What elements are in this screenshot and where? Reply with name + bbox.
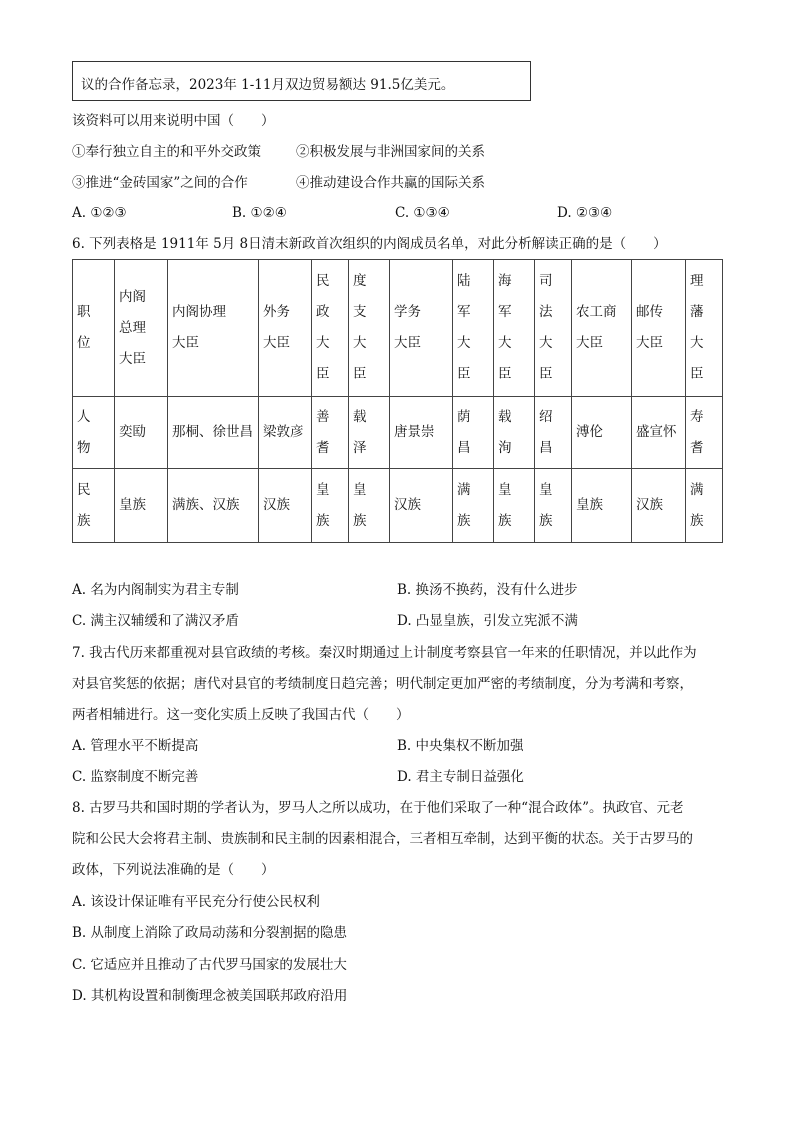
table-cell: 民族 <box>73 469 115 543</box>
table-row-people <box>73 397 723 469</box>
q8-option-c: C. 它适应并且推动了古代罗马国家的发展壮大 <box>72 957 347 973</box>
table-cell: 学务大臣 <box>390 260 453 397</box>
table-cell: 汉族 <box>259 469 312 543</box>
table-row-positions <box>73 260 723 397</box>
q8-option-a: A. 该设计保证唯有平民充分行使公民权利 <box>72 894 320 910</box>
q7-line-2: 对县官奖惩的依据；唐代对县官的考绩制度日趋完善；明代制定更加严密的考绩制度，分为考满和考察， <box>72 676 693 692</box>
q5-option-b: B. ①②④ <box>232 205 287 221</box>
q6-option-c: C. 满主汉辅缓和了满汉矛盾 <box>72 613 239 629</box>
table-cell: 人物 <box>73 397 115 469</box>
q5-option-a: A. ①②③ <box>72 205 127 221</box>
table-cell: 理藩大臣 <box>686 260 723 397</box>
q8-line-2: 院和公民大会将君主制、贵族制和民主制的因素相混合，三者相互牵制，达到平衡的状态。关于古罗马的 <box>72 831 693 847</box>
table-cell: 满族、汉族 <box>168 469 259 543</box>
table-cell: 皇族 <box>349 469 390 543</box>
table-cell: 梁敦彦 <box>259 397 312 469</box>
table-cell: 溥伦 <box>572 397 632 469</box>
cabinet-table <box>72 259 723 543</box>
q7-option-a: A. 管理水平不断提高 <box>72 738 199 754</box>
q7-option-b: B. 中央集权不断加强 <box>397 738 524 754</box>
table-cell: 邮传大臣 <box>632 260 686 397</box>
table-cell: 载泽 <box>349 397 390 469</box>
table-cell: 皇族 <box>494 469 535 543</box>
q5-stem: 该资料可以用来说明中国（ ） <box>72 113 275 129</box>
q5-option-d: D. ②③④ <box>557 205 613 221</box>
q7-option-c: C. 监察制度不断完善 <box>72 769 199 785</box>
q6-option-a: A. 名为内阁制实为君主专制 <box>72 582 239 598</box>
table-cell: 陆军大臣 <box>453 260 494 397</box>
table-cell: 皇族 <box>535 469 572 543</box>
table-cell: 内阁总理大臣 <box>115 260 168 397</box>
table-cell: 满族 <box>453 469 494 543</box>
q5-item-4: ④推动建设合作共赢的国际关系 <box>296 175 485 191</box>
table-cell: 奕劻 <box>115 397 168 469</box>
table-cell: 度支大臣 <box>349 260 390 397</box>
table-cell: 内阁协理大臣 <box>168 260 259 397</box>
q5-option-c: C. ①③④ <box>395 205 450 221</box>
quote-text: 议的合作备忘录，2023年 1-11月双边贸易额达 91.5亿美元。 <box>81 77 455 93</box>
q7-line-1: 7. 我古代历来都重视对县官政绩的考核。秦汉时期通过上计制度考察县官一年来的任职情况，并以此作为 <box>72 645 697 661</box>
table-cell: 职位 <box>73 260 115 397</box>
table-cell: 载洵 <box>494 397 535 469</box>
q8-option-b: B. 从制度上消除了政局动荡和分裂割据的隐患 <box>72 925 348 941</box>
table-cell: 那桐、徐世昌 <box>168 397 259 469</box>
q5-item-2: ②积极发展与非洲国家间的关系 <box>296 144 485 160</box>
table-cell: 皇族 <box>312 469 349 543</box>
table-cell: 皇族 <box>115 469 168 543</box>
table-cell: 寿耆 <box>686 397 723 469</box>
table-cell: 盛宣怀 <box>632 397 686 469</box>
q6-stem: 6. 下列表格是 1911年 5月 8日清末新政首次组织的内阁成员名单，对此分析解读正确的是（ ） <box>72 236 667 252</box>
q8-option-d: D. 其机构设置和制衡理念被美国联邦政府沿用 <box>72 988 348 1004</box>
table-cell: 绍昌 <box>535 397 572 469</box>
quote-box <box>72 61 531 101</box>
table-cell: 善耆 <box>312 397 349 469</box>
table-cell: 皇族 <box>572 469 632 543</box>
q6-option-d: D. 凸显皇族，引发立宪派不满 <box>397 613 578 629</box>
q5-item-3: ③推进“金砖国家”之间的合作 <box>72 175 248 191</box>
table-cell: 农工商大臣 <box>572 260 632 397</box>
q5-item-1: ①奉行独立自主的和平外交政策 <box>72 144 261 160</box>
table-cell: 满族 <box>686 469 723 543</box>
table-cell: 唐景崇 <box>390 397 453 469</box>
q6-option-b: B. 换汤不换药，没有什么进步 <box>397 582 578 598</box>
table-row-ethnicity <box>73 469 723 543</box>
table-cell: 汉族 <box>632 469 686 543</box>
table-cell: 海军大臣 <box>494 260 535 397</box>
q8-line-3: 政体，下列说法准确的是（ ） <box>72 862 275 878</box>
q7-line-3: 两者相辅进行。这一变化实质上反映了我国古代（ ） <box>72 707 410 723</box>
table-cell: 司法大臣 <box>535 260 572 397</box>
table-cell: 民政大臣 <box>312 260 349 397</box>
table-cell: 汉族 <box>390 469 453 543</box>
q7-option-d: D. 君主专制日益强化 <box>397 769 524 785</box>
table-cell: 荫昌 <box>453 397 494 469</box>
table-cell: 外务大臣 <box>259 260 312 397</box>
q8-line-1: 8. 古罗马共和国时期的学者认为，罗马人之所以成功，在于他们采取了一种“混合政体”。执政官、元老 <box>72 800 684 816</box>
